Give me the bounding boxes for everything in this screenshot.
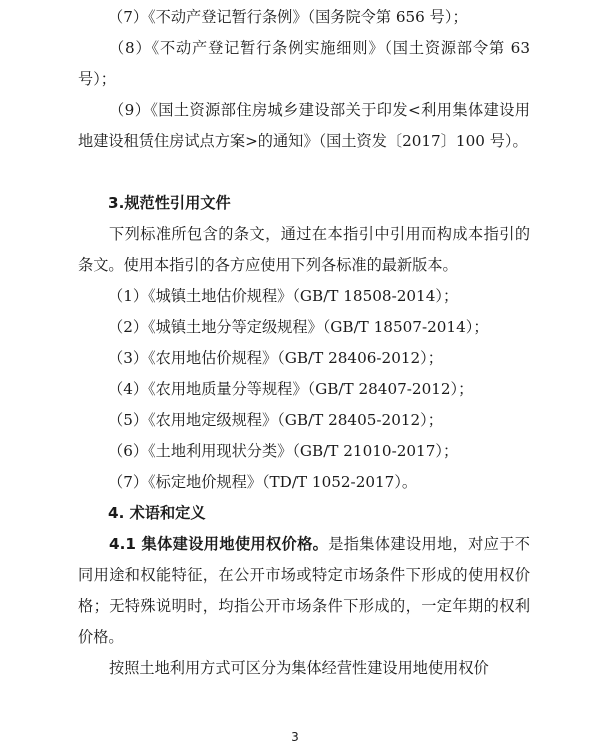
std-item-7: （7）《标定地价规程》（TD/T 1052-2017）。 — [108, 473, 418, 491]
ref-item-7: （7）《不动产登记暂行条例》（国务院令第 656 号）； — [108, 8, 468, 26]
std-item-4: （4）《农用地质量分等规程》（GB/T 28407-2012）； — [108, 380, 474, 398]
std-item-3: （3）《农用地估价规程》（GB/T 28406-2012）； — [108, 349, 443, 367]
std-item-5: （5）《农用地定级规程》（GB/T 28405-2012）； — [108, 411, 443, 429]
ref-item-9: （9）《国土资源部住房城乡建设部关于印发<利用集体建设用地建设租赁住房试点方案>的通知》（国土资发〔2017〕100 号）。 — [78, 101, 530, 150]
std-item-6: （6）《土地利用现状分类》（GB/T 21010-2017）； — [108, 442, 459, 460]
definition-term: 4.1 集体建设用地使用权价格。 — [109, 535, 329, 553]
page-number: 3 — [291, 730, 299, 744]
std-item-1: （1）《城镇土地估价规程》（GB/T 18508-2014）； — [108, 287, 459, 305]
definition-body: 是指集体建设用地，对应于不同用途和权能特征，在公开市场或特定市场条件下形成的使用权价格；无特殊说明时，均指公开市场条件下形成的，一定年期的权利价格。 — [78, 535, 530, 646]
section-heading-3: 3.规范性引用文件 — [108, 194, 231, 212]
std-item-2: （2）《城镇土地分等定级规程》（GB/T 18507-2014）； — [108, 318, 489, 336]
ref-item-8: （8）《不动产登记暂行条例实施细则》（国土资源部令第 63 号）； — [78, 39, 530, 88]
section-heading-4: 4. 术语和定义 — [108, 504, 206, 522]
definition-4-1 — [78, 529, 530, 653]
section3-intro: 下列标准所包含的条文，通过在本指引中引用而构成本指引的条文。使用本指引的各方应使用下列各标准的最新版本。 — [78, 225, 530, 274]
land-use-paragraph: 按照土地利用方式可区分为集体经营性建设用地使用权价 — [109, 659, 489, 677]
